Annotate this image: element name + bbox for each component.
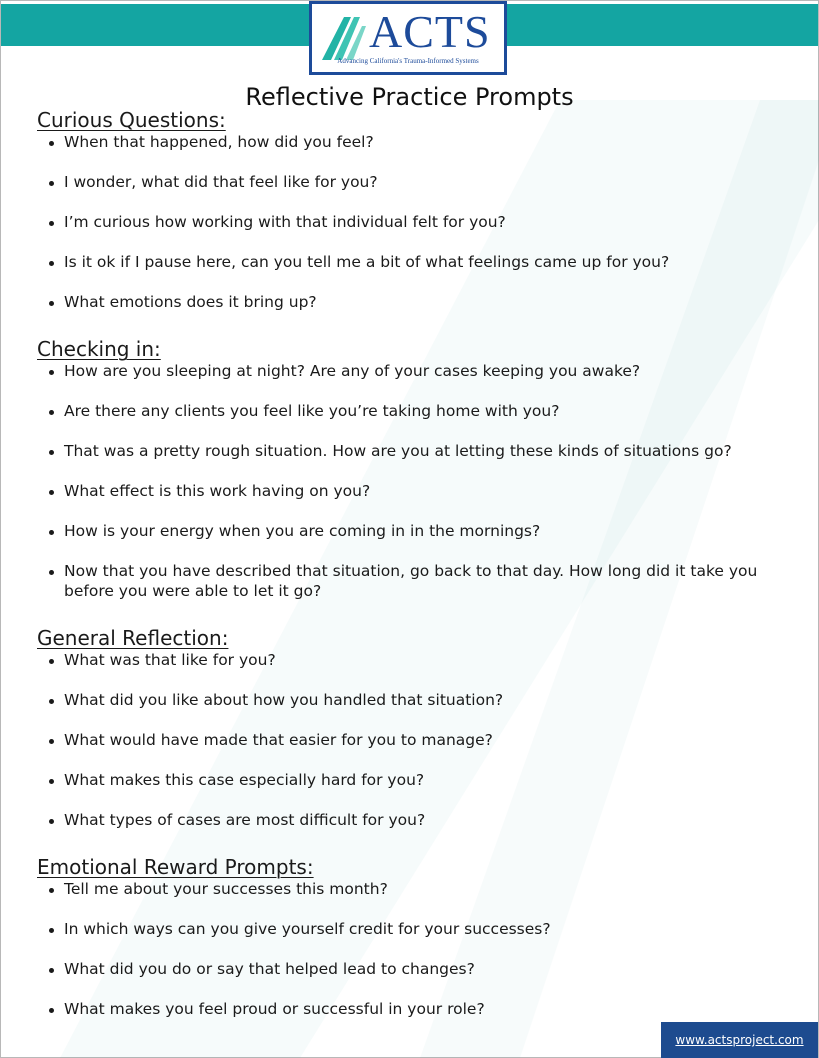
- section-emotional-reward-prompts: [37, 855, 797, 1019]
- prompt-item: What would have made that easier for you to manage?: [37, 730, 797, 750]
- prompt-list: [37, 650, 797, 830]
- prompts-content: [37, 107, 797, 1019]
- acts-logo: [309, 1, 507, 75]
- website-link[interactable]: www.actsproject.com: [661, 1022, 818, 1058]
- prompt-list: [37, 132, 797, 312]
- prompt-item: Now that you have described that situation, go back to that day. How long did it take you before you were able to let it go?: [37, 561, 797, 601]
- prompt-item: What did you like about how you handled that situation?: [37, 690, 797, 710]
- logo-tagline: Advancing California's Trauma-Informed Systems: [337, 57, 479, 65]
- prompt-item: What makes you feel proud or successful in your role?: [37, 999, 797, 1019]
- prompt-item: That was a pretty rough situation. How are you at letting these kinds of situations go?: [37, 441, 797, 461]
- prompt-item: What effect is this work having on you?: [37, 481, 797, 501]
- prompt-list: [37, 879, 797, 1019]
- page-title: Reflective Practice Prompts: [245, 83, 574, 111]
- prompt-item: I’m curious how working with that individual felt for you?: [37, 212, 797, 232]
- logo-wordmark: ACTS: [369, 6, 491, 57]
- prompt-item: What types of cases are most difficult for you?: [37, 810, 797, 830]
- prompt-item: What emotions does it bring up?: [37, 292, 797, 312]
- section-heading: General Reflection:: [37, 626, 229, 650]
- prompt-item: How are you sleeping at night? Are any of your cases keeping you awake?: [37, 361, 797, 381]
- prompt-item: What was that like for you?: [37, 650, 797, 670]
- section-heading: Checking in:: [37, 337, 161, 361]
- section-curious-questions: [37, 108, 797, 312]
- prompt-item: In which ways can you give yourself credit for your successes?: [37, 919, 797, 939]
- prompt-item: What did you do or say that helped lead to changes?: [37, 959, 797, 979]
- prompt-item: I wonder, what did that feel like for you?: [37, 172, 797, 192]
- section-heading: Curious Questions:: [37, 108, 226, 132]
- section-heading: Emotional Reward Prompts:: [37, 855, 314, 879]
- section-general-reflection: [37, 626, 797, 830]
- prompt-item: Is it ok if I pause here, can you tell me a bit of what feelings came up for you?: [37, 252, 797, 272]
- prompt-item: When that happened, how did you feel?: [37, 132, 797, 152]
- section-checking-in: [37, 337, 797, 601]
- prompt-item: Tell me about your successes this month?: [37, 879, 797, 899]
- prompt-item: What makes this case especially hard for you?: [37, 770, 797, 790]
- prompt-item: Are there any clients you feel like you’re taking home with you?: [37, 401, 797, 421]
- prompt-list: [37, 361, 797, 601]
- logo-mark-icon: [322, 12, 368, 60]
- prompt-item: How is your energy when you are coming in in the mornings?: [37, 521, 797, 541]
